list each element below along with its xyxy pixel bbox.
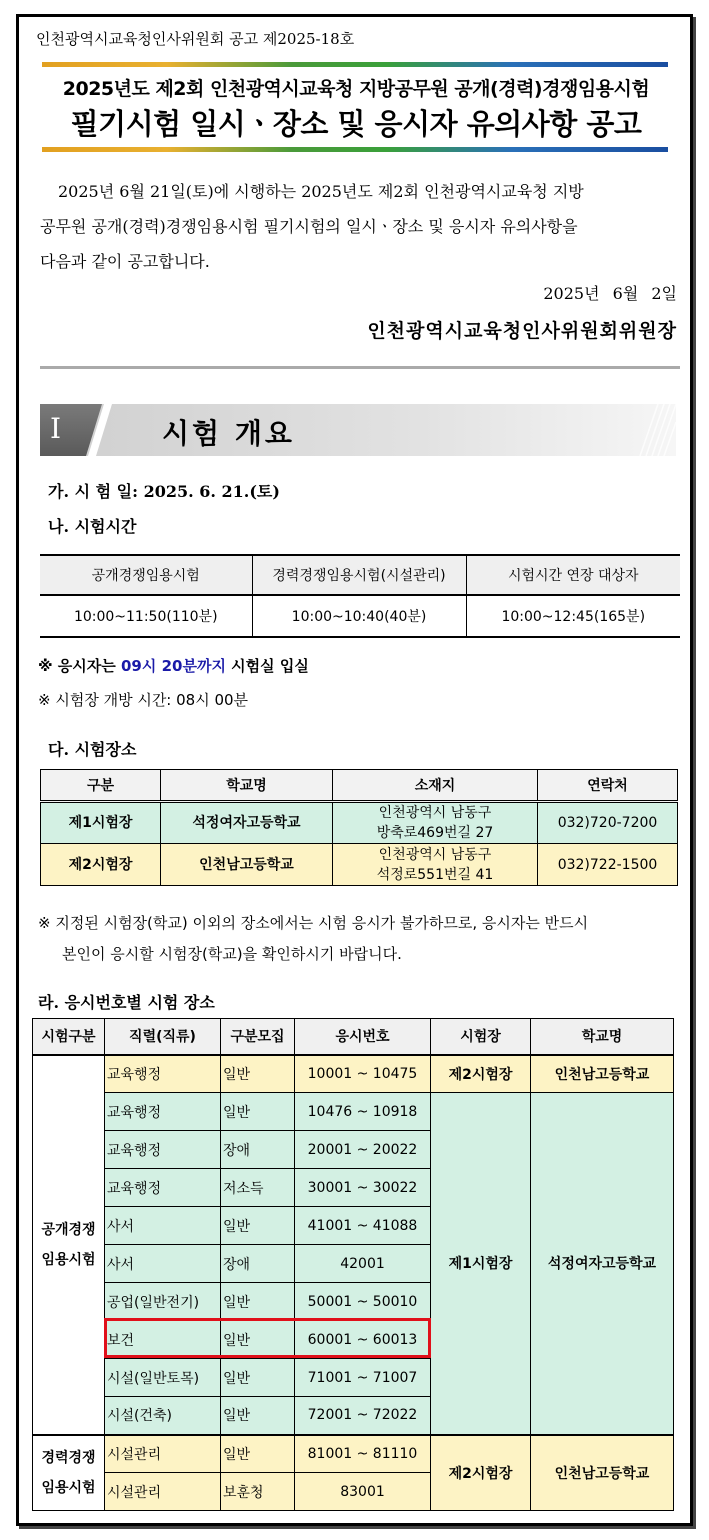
job-cell: 보건 [105,1321,221,1359]
title-line1: 2025년도 제2회 인천광역시교육청 지방공무원 공개(경력)경쟁임용시험 [62,78,650,100]
intro-paragraph [40,174,680,279]
arrival-note [38,655,309,676]
job-cell: 사서 [105,1207,221,1245]
venue-table [40,769,678,886]
table-header: 소재지 [333,770,538,802]
top-color-rule [42,62,668,67]
category-cell: 일반 [221,1435,295,1473]
venue-phone: 032)722-1500 [538,844,678,886]
venue-note-line2: 본인이 응시할 시험장(학교)을 확인하시기 바랍니다. [62,945,402,963]
divider [40,366,680,369]
group-label: 경력경쟁 [41,1449,96,1466]
venue-school: 석정여자고등학교 [161,802,333,844]
job-cell: 교육행정 [105,1131,221,1169]
venue-heading: 다. 시험장소 [48,740,137,759]
title-line2: 필기시험 일시ㆍ장소 및 응시자 유의사항 공고 [70,107,642,141]
category-cell: 일반 [221,1093,295,1131]
venue-division: 제1시험장 [41,802,161,844]
table-header: 경력경쟁임용시험(시설관리) [252,555,466,595]
number-cell: 42001 [295,1245,431,1283]
group-label: 공개경쟁 [41,1221,96,1238]
venue-address [333,802,538,844]
category-cell: 일반 [221,1359,295,1397]
venue-cell: 제1시험장 [431,1093,531,1435]
school-cell: 인천남고등학교 [531,1435,674,1511]
address-line: 석정로551번길 41 [376,866,494,883]
venue-address [333,844,538,886]
number-cell: 41001 ~ 41088 [295,1207,431,1245]
table-cell: 10:00~11:50(110분) [40,595,252,637]
number-cell: 83001 [295,1473,431,1511]
signature: 인천광역시교육청인사위원회위원장 [367,320,677,342]
section-banner [40,404,676,456]
table-header: 학교명 [531,1019,674,1055]
venue-cell: 제2시험장 [431,1435,531,1511]
opening-time-note: ※ 시험장 개방 시간: 08시 00분 [38,691,249,709]
table-cell: 10:00~10:40(40분) [252,595,466,637]
exam-date-heading: 가. 시 험 일: 2025. 6. 21.(토) [48,482,280,501]
school-cell: 인천남고등학교 [531,1055,674,1093]
highlight-box [104,1318,431,1358]
group-label: 임용시험 [41,1479,96,1496]
venue-phone: 032)720-7200 [538,802,678,844]
table-header-row [41,770,678,802]
table-header: 연락처 [538,770,678,802]
group-label: 임용시험 [41,1251,96,1268]
announce-date: 2025년 6월 2일 [543,284,677,303]
address-line: 인천광역시 남동구 [378,805,492,821]
job-cell: 교육행정 [105,1169,221,1207]
number-cell: 81001 ~ 81110 [295,1435,431,1473]
number-cell: 60001 ~ 60013 [295,1321,431,1359]
table-header: 공개경쟁임용시험 [40,555,252,595]
section-roman-numeral: I [50,412,62,445]
note-prefix: ※ 응시자는 [38,657,121,675]
venue-division: 제2시험장 [41,844,161,886]
notice-number: 인천광역시교육청인사위원회 공고 제2025-18호 [36,30,355,48]
table-header: 시험장 [431,1019,531,1055]
intro-line: 다음과 같이 공고합니다. [40,252,210,271]
number-cell: 72001 ~ 72022 [295,1397,431,1435]
category-cell: 일반 [221,1397,295,1435]
category-cell: 장애 [221,1245,295,1283]
table-header: 구분모집 [221,1019,295,1055]
job-cell: 시설(건축) [105,1397,221,1435]
table-header-row [40,555,680,595]
table-row [40,595,680,637]
table-row [41,844,678,886]
bottom-color-rule [42,147,668,152]
number-cell: 20001 ~ 20022 [295,1131,431,1169]
school-cell: 석정여자고등학교 [531,1093,674,1435]
note-suffix: 시험실 입실 [225,657,309,675]
venue-school: 인천남고등학교 [161,844,333,886]
table-cell: 10:00~12:45(165분) [466,595,680,637]
note-highlight: 09시 20분까지 [121,657,226,675]
number-cell: 10001 ~ 10475 [295,1055,431,1093]
table-row [33,1055,674,1093]
category-cell: 보훈청 [221,1473,295,1511]
table-header: 학교명 [161,770,333,802]
exam-group [33,1055,105,1435]
number-cell: 71001 ~ 71007 [295,1359,431,1397]
job-cell: 시설관리 [105,1473,221,1511]
job-cell: 시설(일반토목) [105,1359,221,1397]
table-header-row [33,1019,674,1055]
number-cell: 50001 ~ 50010 [295,1283,431,1321]
category-cell: 일반 [221,1055,295,1093]
exam-group [33,1435,105,1511]
table-header: 구분 [41,770,161,802]
table-header: 시험구분 [33,1019,105,1055]
intro-line: 2025년 6월 21일(토)에 시행하는 2025년도 제2회 인천광역시교육청 지방 [58,182,584,201]
category-cell: 일반 [221,1283,295,1321]
banner-background [40,404,676,456]
intro-line: 공무원 공개(경력)경쟁임용시험 필기시험의 일시ㆍ장소 및 응시자 유의사항을 [40,217,578,236]
job-cell: 시설관리 [105,1435,221,1473]
room-heading: 라. 응시번호별 시험 장소 [38,993,215,1012]
venue-cell: 제2시험장 [431,1055,531,1093]
address-line: 인천광역시 남동구 [378,846,492,863]
table-row [33,1093,674,1131]
job-cell: 교육행정 [105,1093,221,1131]
category-cell: 저소득 [221,1169,295,1207]
category-cell: 장애 [221,1131,295,1169]
table-row [41,802,678,844]
job-cell: 사서 [105,1245,221,1283]
exam-time-heading: 나. 시험시간 [48,517,137,536]
time-table [40,554,680,638]
category-cell: 일반 [221,1207,295,1245]
job-cell: 공업(일반전기) [105,1283,221,1321]
table-header: 응시번호 [295,1019,431,1055]
category-cell: 일반 [221,1321,295,1359]
job-cell: 교육행정 [105,1055,221,1093]
table-header: 직렬(직류) [105,1019,221,1055]
table-row [33,1435,674,1473]
number-cell: 30001 ~ 30022 [295,1169,431,1207]
venue-note-line1: ※ 지정된 시험장(학교) 이외의 장소에서는 시험 응시가 불가하므로, 응시자는 반드시 [38,914,589,932]
table-header: 시험시간 연장 대상자 [466,555,680,595]
room-table [32,1018,674,1511]
section-title: 시험 개요 [162,417,295,450]
address-line: 방축로469번길 27 [376,825,494,841]
number-cell: 10476 ~ 10918 [295,1093,431,1131]
